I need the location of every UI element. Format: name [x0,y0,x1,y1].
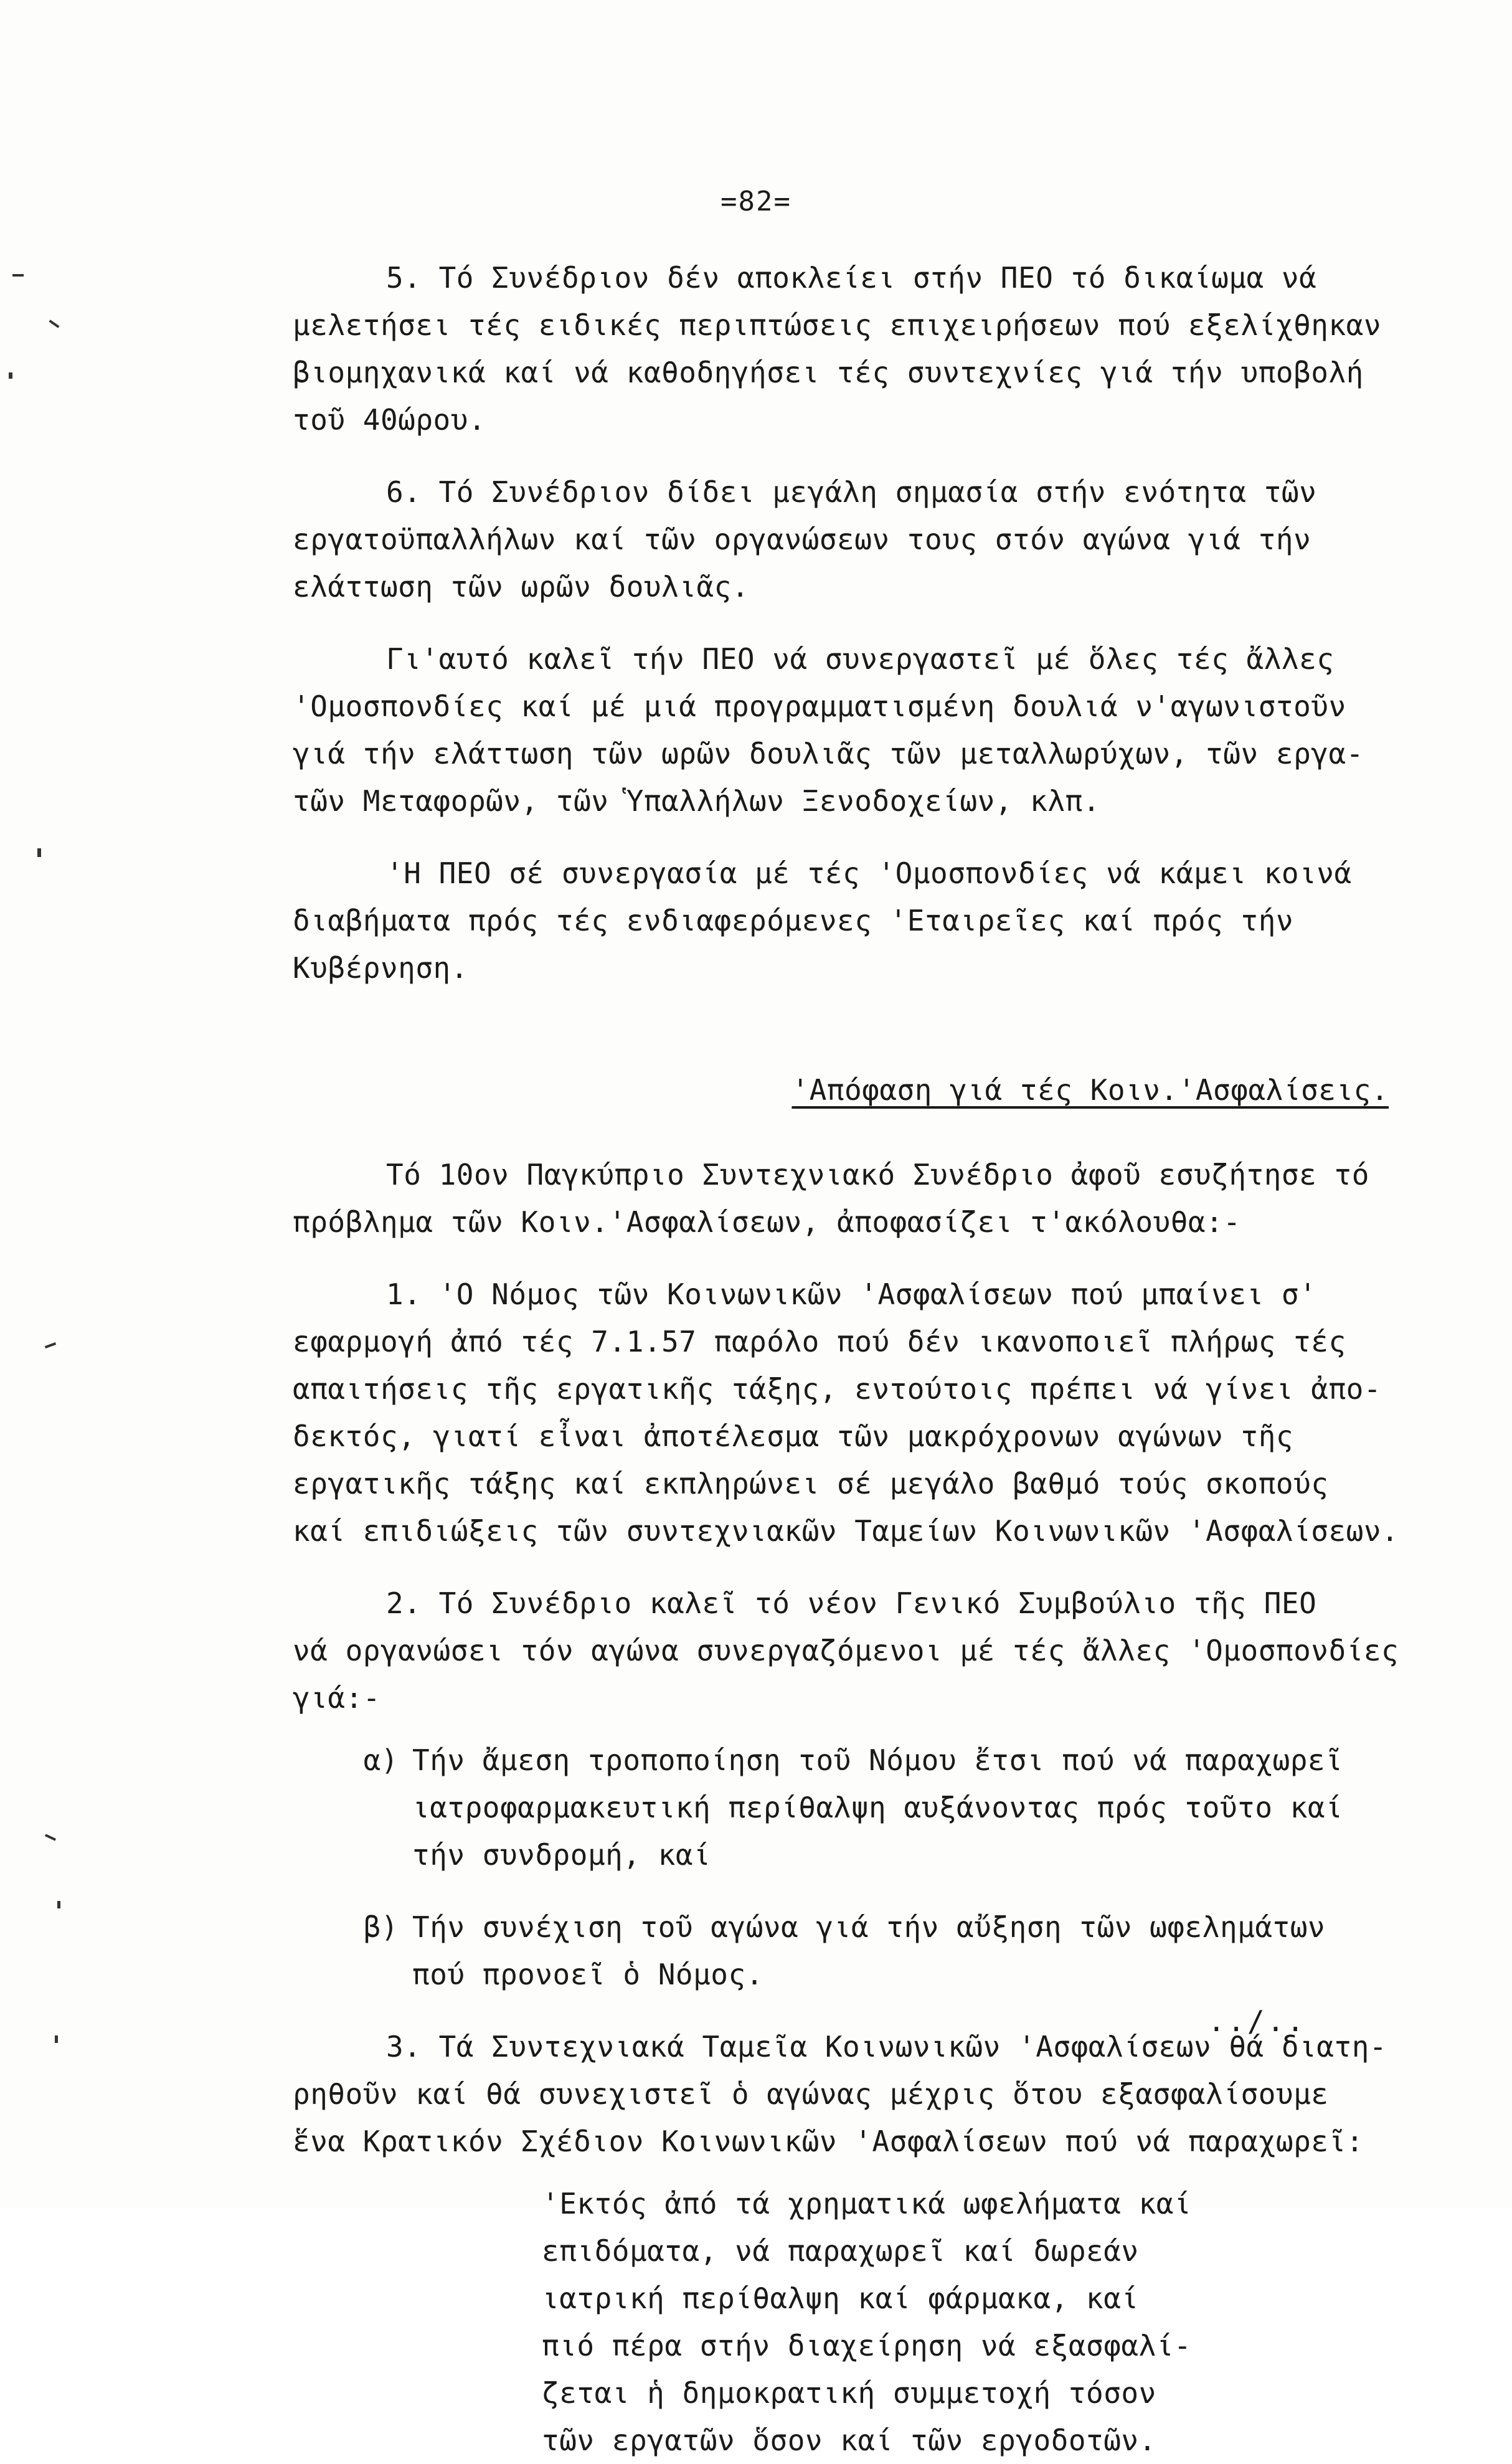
intro-paragraph [293,1151,1476,1246]
margin-mark [45,1834,56,1841]
text-line: Κυβέρνηση. [293,951,468,985]
text-line: 3. Τά Συντεχνιακά Ταμεῖα Κοινωνικῶν 'Ασφαλίσεων θά διατη- [386,2030,1387,2064]
text-line: 'Ομοσπονδίες καί μέ μιά προγραμματισμένη δουλιά ν'αγωνιστοῦν [293,689,1346,723]
text-line: μελετήσει τές ειδικές περιπτώσεις επιχειρήσεων πού εξελίχθηκαν [293,308,1382,342]
sub-item-b [293,1903,1476,1998]
quoted-block [293,2180,1476,2464]
margin-mark [45,1342,56,1348]
paragraph-call [293,635,1476,825]
text-line: Τό 10ον Παγκύπριο Συντεχνιακό Συνέδριο ἀφοῦ εσυζήτησε τό [386,1158,1369,1192]
paragraph-5 [293,254,1476,443]
text-line: πού προνοεῖ ὁ Νόμος. [412,1958,763,1991]
text-line: εφαρμογή ἀπό τές 7.1.57 παρόλο πού δέν ικανοποιεῖ πλήρως τές [293,1325,1346,1358]
text-line: 2. Τό Συνέδριο καλεῖ τό νέον Γενικό Συμβούλιο τῆς ΠΕΟ [386,1586,1317,1620]
item-3 [293,2023,1476,2165]
text-line: ιατροφαρμακευτική περίθαλψη αυξάνοντας πρός τοῦτο καί [412,1791,1343,1824]
text-line: 'Εκτός ἀπό τά χρηματικά ωφελήματα καί [542,2187,1192,2220]
text-line: 6. Τό Συνέδριον δίδει μεγάλη σημασία στήν ενότητα τῶν [386,475,1317,509]
margin-mark [37,848,41,857]
margin-mark [9,372,12,379]
item-2 [293,1580,1476,1722]
text-line: ζεται ἡ δημοκρατική συμμετοχή τόσον [542,2376,1156,2410]
text-line: απαιτήσεις τῆς εργατικῆς τάξης, εντούτοις πρέπει νά γίνει ἀπο- [293,1372,1382,1406]
text-line: ιατρική περίθαλψη καί φάρμακα, καί [542,2282,1139,2315]
paragraph-peo [293,850,1476,992]
text-line: νά οργανώσει τόν αγώνα συνεργαζόμενοι μέ τές ἄλλες 'Ομοσπονδίες [293,1634,1399,1667]
margin-mark [49,320,59,328]
body-text [293,254,1476,2464]
text-line: τῶν Μεταφορῶν, τῶν Ὑπαλλήλων Ξενοδοχείων, κλπ. [293,784,1100,818]
sub-item-label: β) [363,1910,399,1944]
text-line: 5. Τό Συνέδριον δέν αποκλείει στήν ΠΕΟ τό δικαίωμα νά [386,261,1317,295]
text-line: ρηθοῦν καί θά συνεχιστεῖ ὁ αγώνας μέχρις ὅτου εξασφαλίσουμε [293,2077,1329,2111]
text-line: 1. 'Ο Νόμος τῶν Κοινωνικῶν 'Ασφαλίσεων πού μπαίνει σ' [386,1277,1317,1311]
text-line: επιδόματα, νά παραχωρεῖ καί δωρεάν [542,2234,1139,2268]
text-line: εργατοϋπαλλήλων καί τῶν οργανώσεων τους στόν αγώνα γιά τήν [293,523,1311,556]
text-line: τοῦ 40ώρου. [293,403,486,437]
text-line: εργατικῆς τάξης καί εκπληρώνει σέ μεγάλο βαθμό τούς σκοπούς [293,1467,1329,1500]
paragraph-6 [293,468,1476,610]
section-heading: 'Απόφαση γιά τές Κοιν.'Ασφαλίσεις. [791,1073,1389,1107]
text-line: Τήν συνέχιση τοῦ αγώνα γιά τήν αὔξηση τῶν ωφελημάτων [412,1910,1326,1944]
section-heading-wrap [293,1066,1476,1114]
text-line: γιά:- [293,1681,380,1715]
text-line: Τήν ἄμεση τροποποίηση τοῦ Νόμου ἔτσι πού νά παραχωρεῖ [412,1743,1343,1777]
margin-mark [55,2035,58,2043]
margin-mark [57,1901,60,1908]
sub-item-label: α) [363,1743,399,1777]
text-line: τήν συνδρομή, καί [412,1838,711,1872]
text-line: καί επιδιώξεις τῶν συντεχνιακῶν Ταμείων Κοινωνικῶν 'Ασφαλίσεων. [293,1514,1399,1548]
text-line: 'Η ΠΕΟ σέ συνεργασία μέ τές 'Ομοσπονδίες νά κάμει κοινά [386,856,1352,890]
text-line: ελάττωση τῶν ωρῶν δουλιᾶς. [293,570,750,604]
text-line: διαβήματα πρός τές ενδιαφερόμενες 'Εταιρεῖες καί πρός τήν [293,904,1294,937]
continuation-mark: ../.. [1207,2004,1306,2038]
text-line: Γι'αυτό καλεῖ τήν ΠΕΟ νά συνεργαστεῖ μέ ὅλες τές ἄλλες [386,642,1335,676]
text-line: πρόβλημα τῶν Κοιν.'Ασφαλίσεων, ἀποφασίζει τ'ακόλουθα:- [293,1205,1241,1239]
text-line: πιό πέρα στήν διαχείρηση νά εξασφαλί- [542,2329,1192,2362]
text-line: τῶν εργατῶν ὅσον καί τῶν εργοδοτῶν. [542,2424,1156,2457]
text-line: ἕνα Κρατικόν Σχέδιον Κοινωνικῶν 'Ασφαλίσεων πού νά παραχωρεῖ: [293,2125,1364,2158]
page-number: =82= [721,186,791,217]
text-line: γιά τήν ελάττωση τῶν ωρῶν δουλιᾶς τῶν μεταλλωρύχων, τῶν εργα- [293,737,1364,770]
text-line: δεκτός, γιατί εἶναι ἀποτέλεσμα τῶν μακρόχρονων αγώνων τῆς [293,1419,1294,1453]
sub-item-a [293,1737,1476,1879]
item-1 [293,1271,1476,1555]
margin-mark [12,274,24,277]
text-line: βιομηχανικά καί νά καθοδηγήσει τές συντεχνίες γιά τήν υποβολή [293,356,1364,389]
